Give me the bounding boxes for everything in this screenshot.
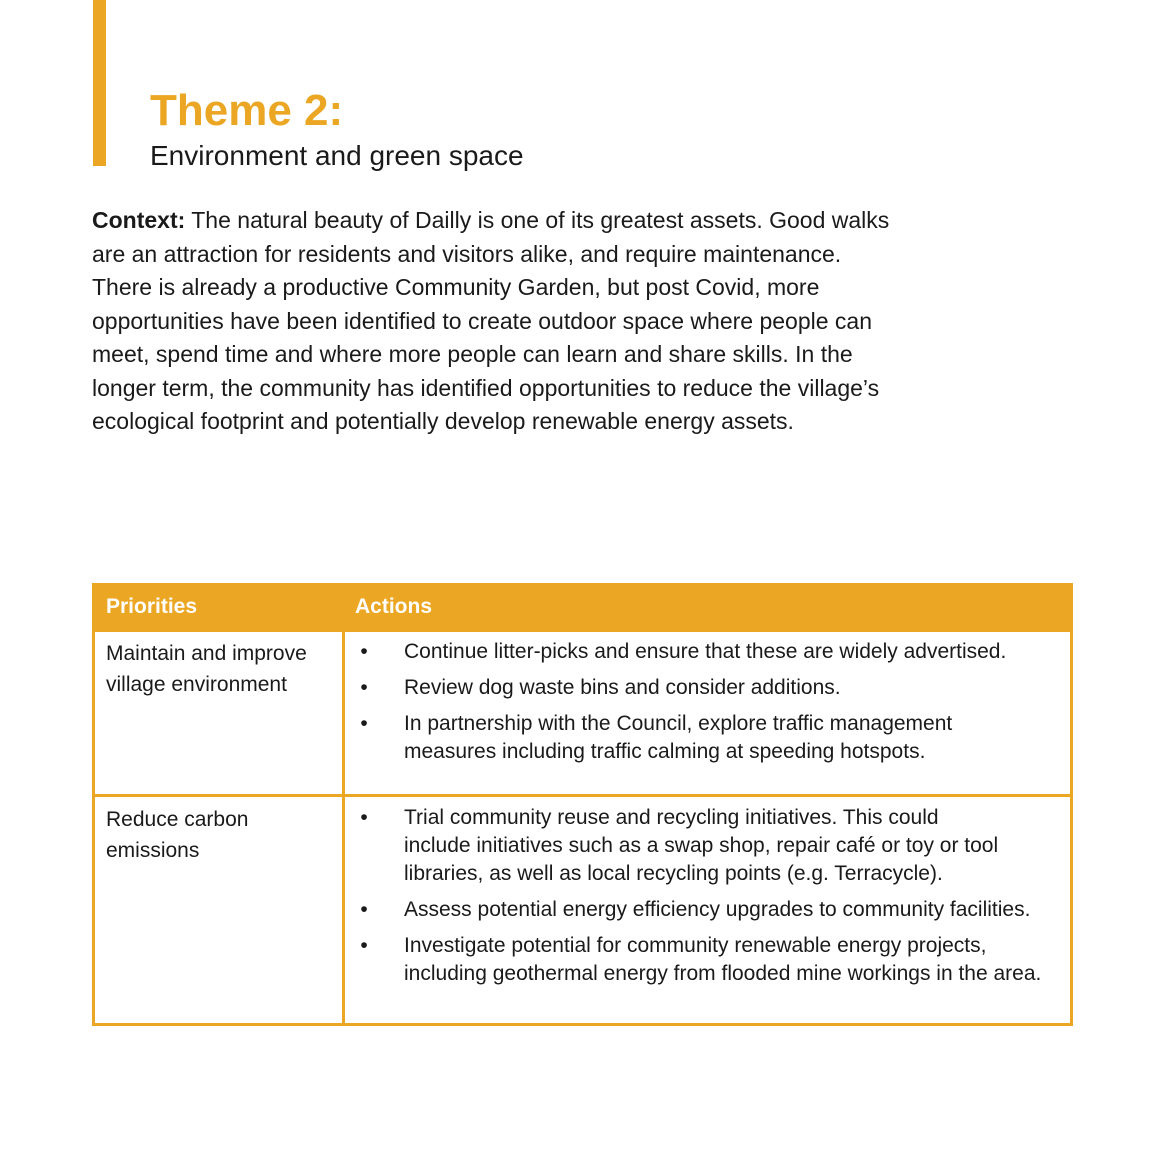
column-header-priorities: Priorities [106, 595, 198, 618]
bullet-icon: • [360, 676, 368, 699]
action-item: • Investigate potential for community renewable energy projects, including geothermal energy from flooded mine workings in the area. [360, 934, 1042, 985]
bullet-icon: • [360, 712, 368, 735]
context-line: There is already a productive Community Garden, but post Covid, more [92, 274, 820, 300]
action-item: • Continue litter-picks and ensure that these are widely advertised. [345, 638, 1065, 666]
bullet-icon: • [360, 806, 368, 829]
action-item: • Review dog waste bins and consider additions. [345, 674, 1065, 702]
context-line: meet, spend time and where more people can learn and share skills. In the [92, 341, 853, 367]
context-paragraph [92, 204, 962, 439]
context-line: Context: The natural beauty of Dailly is one of its greatest assets. Good walks [92, 207, 890, 233]
action-item: • In partnership with the Council, explore traffic management measures including traffic calming at speeding hotspots. [360, 712, 953, 763]
page-title: Theme 2: [150, 86, 344, 135]
context-line: opportunities have been identified to create outdoor space where people can [92, 307, 872, 334]
bullet-icon: • [360, 898, 368, 921]
column-header-actions: Actions [355, 595, 433, 618]
bullet-icon: • [360, 934, 368, 957]
context-line: ecological footprint and potentially develop renewable energy assets. [92, 408, 794, 434]
table-header [95, 586, 1070, 632]
context-line: longer term, the community has identified opportunities to reduce the village’s [92, 374, 880, 401]
context-line: are an attraction for residents and visitors alike, and require maintenance. [92, 240, 842, 267]
actions-list [345, 638, 1065, 774]
priority-cell: Reduce carbon emissions [106, 808, 249, 862]
priority-cell: Maintain and improve village environment [106, 642, 307, 696]
action-item: • Assess potential energy efficiency upgrades to community facilities. [345, 896, 1065, 924]
actions-list [345, 804, 1065, 996]
page-subtitle: Environment and green space [150, 140, 524, 171]
row-divider [95, 794, 1070, 797]
accent-bar [93, 0, 106, 166]
priorities-actions-table [92, 583, 1073, 1026]
action-item: • Trial community reuse and recycling initiatives. This could include initiatives such as a swap shop, repair café or toy or tool libraries, as well as local recycling points (e.g. Terracycle). [360, 806, 999, 885]
bullet-icon: • [360, 640, 368, 663]
context-label: Context: [92, 207, 186, 233]
